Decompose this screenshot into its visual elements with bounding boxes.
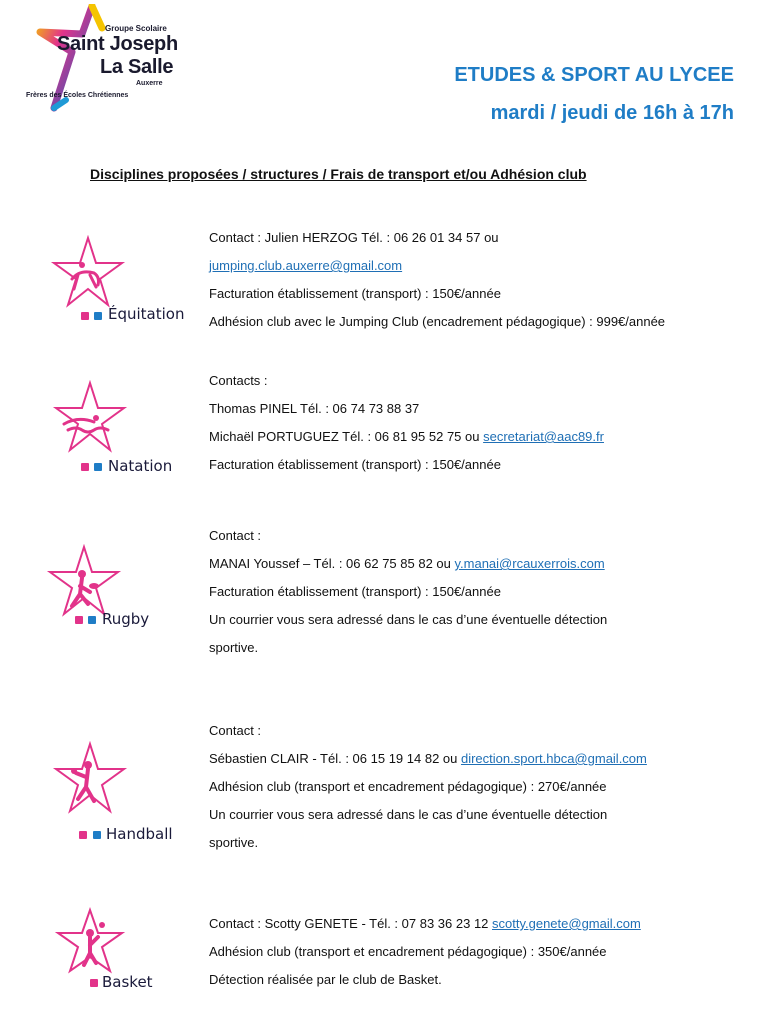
email-link[interactable]: secretariat@aac89.fr [483, 429, 604, 444]
logo-name-line2: La Salle [100, 56, 174, 78]
detail-line: Un courrier vous sera adressé dans le cas d’une éventuelle détection [209, 612, 608, 627]
detail-line: Contacts : [209, 373, 268, 388]
detail-line: MANAI Youssef – Tél. : 06 62 75 85 82 ou y.manai@rcauxerrois.com [209, 556, 605, 571]
pink-square-icon [81, 463, 89, 471]
sport-name: Basket [102, 973, 153, 991]
email-link[interactable]: y.manai@rcauxerrois.com [454, 556, 605, 571]
sport-name: Rugby [102, 610, 150, 628]
pink-square-icon [79, 831, 87, 839]
handball-logo [42, 741, 192, 841]
detail-line: Adhésion club (transport et encadrement pédagogique) : 270€/année [209, 779, 607, 794]
section-heading: Disciplines proposées / structures / Frais de transport et/ou Adhésion club [90, 166, 587, 182]
sport-details [209, 915, 641, 999]
sport-details [209, 372, 604, 484]
page-title: ETUDES & SPORT AU LYCEE [454, 64, 734, 86]
detail-line: Contact : [209, 723, 262, 738]
logo-city: Auxerre [136, 80, 163, 87]
sport-details [209, 722, 647, 862]
detail-line: Contact : [209, 528, 262, 543]
sport-name: Handball [106, 825, 173, 843]
email-link[interactable]: jumping.club.auxerre@gmail.com [209, 258, 403, 273]
detail-line: sportive. [209, 640, 259, 655]
rugby-logo [36, 544, 186, 644]
logo-tagline: Frères des Écoles Chrétiennes [26, 92, 129, 99]
detail-line: Sébastien CLAIR - Tél. : 06 15 19 14 82 ou direction.sport.hbca@gmail.com [209, 751, 647, 766]
basket-logo [52, 907, 202, 1007]
detail-line: Adhésion club (transport et encadrement pédagogique) : 350€/année [209, 944, 607, 959]
sport-name: Équitation [108, 305, 185, 323]
detail-line: Michaël PORTUGUEZ Tél. : 06 81 95 52 75 ou secretariat@aac89.fr [209, 429, 604, 444]
email-link[interactable]: direction.sport.hbca@gmail.com [460, 751, 647, 766]
schedule-subtitle: mardi / jeudi de 16h à 17h [490, 102, 734, 124]
detail-line: Contact : Scotty GENETE - Tél. : 07 83 36 23 12 scotty.genete@gmail.com [209, 916, 641, 931]
detail-line [209, 257, 665, 285]
detail-line: Thomas PINEL Tél. : 06 74 73 88 37 [209, 401, 420, 416]
blue-square-icon [94, 463, 102, 471]
natation-logo [38, 380, 188, 480]
sport-details [209, 527, 607, 667]
basketball-player-star-icon [52, 907, 202, 1007]
equitation-logo [38, 235, 188, 335]
detail-line: Détection réalisée par le club de Basket. [209, 972, 442, 987]
blue-square-icon [88, 616, 96, 624]
blue-square-icon [93, 831, 101, 839]
detail-line: Facturation établissement (transport) : 150€/année [209, 584, 501, 599]
blue-square-icon [94, 312, 102, 320]
pink-square-icon [90, 979, 98, 987]
detail-line: sportive. [209, 835, 259, 850]
detail-line: Facturation établissement (transport) : 150€/année [209, 286, 501, 301]
sport-details [209, 229, 665, 341]
pink-square-icon [75, 616, 83, 624]
pink-square-icon [81, 312, 89, 320]
email-link[interactable]: scotty.genete@gmail.com [492, 916, 641, 931]
detail-line: Un courrier vous sera adressé dans le cas d’une éventuelle détection [209, 807, 608, 822]
detail-line: Adhésion club avec le Jumping Club (encadrement pédagogique) : 999€/année [209, 314, 666, 329]
logo-groupe-text: Groupe Scolaire [105, 24, 167, 33]
rugby-player-star-icon [36, 544, 186, 644]
logo-name-line1: Saint Joseph [57, 33, 178, 55]
detail-line: Contact : Julien HERZOG Tél. : 06 26 01 34 57 ou [209, 230, 499, 245]
sport-name: Natation [108, 457, 173, 475]
detail-line: Facturation établissement (transport) : 150€/année [209, 457, 501, 472]
